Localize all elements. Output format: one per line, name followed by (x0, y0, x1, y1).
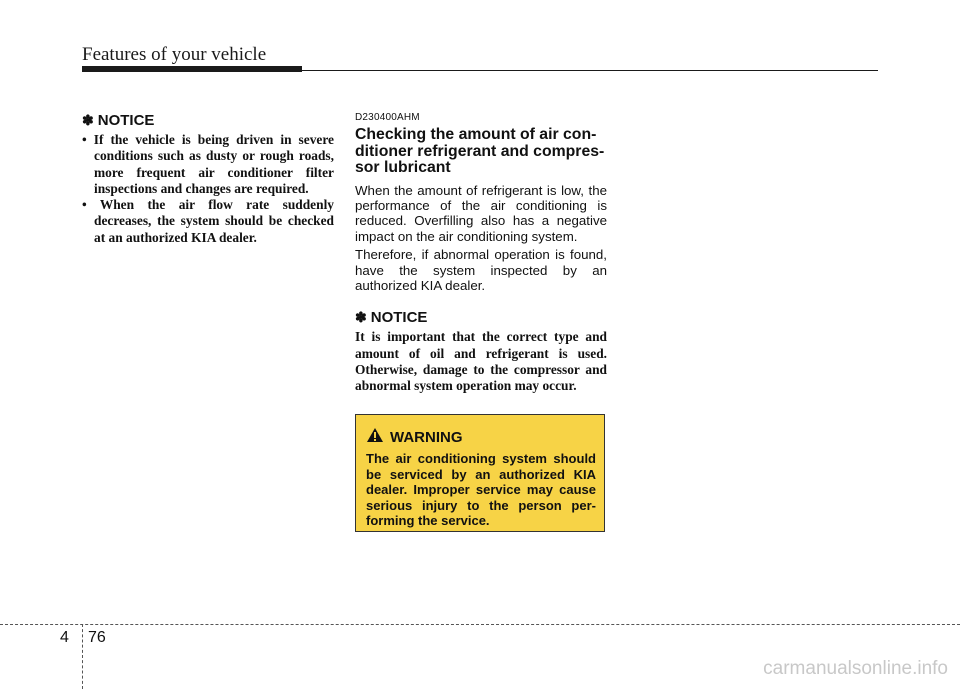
warning-box (355, 414, 605, 532)
notice-list-item: • When the air flow rate suddenly decreases, the system should be checked at an authorized KIA dealer. (82, 197, 334, 245)
notice-star-icon: ✽ (82, 112, 94, 128)
notice-heading (355, 309, 607, 326)
body-paragraph: Therefore, if abnormal operation is found, have the system inspected by an authorized KIA dealer. (355, 247, 607, 293)
warning-text: The air conditioning system should be serviced by an authorized KIA dealer. Improper service may cause serious injury to the person per-forming the service. (366, 451, 596, 528)
warning-triangle-icon (366, 427, 384, 448)
warning-title: WARNING (390, 429, 463, 446)
notice-star-icon: ✽ (355, 309, 367, 326)
body-paragraph: When the amount of refrigerant is low, the performance of the air conditioning is reduced. Overfilling also has a negative impact on the air conditioning system. (355, 182, 607, 244)
notice-list (82, 132, 334, 246)
notice-text: It is important that the correct type and amount of oil and refrigerant is used. Otherwise, damage to the compressor and abnormal system operation may occur. (355, 329, 607, 394)
notice-heading-label: NOTICE (97, 112, 155, 129)
notice-heading (82, 112, 334, 129)
notice-heading-label: NOTICE (370, 309, 428, 327)
header-rule (300, 70, 878, 71)
notice-list-item: • If the vehicle is being driven in severe conditions such as dusty or rough roads, more frequent air conditioner filter inspections and changes are required. (82, 132, 334, 196)
right-column (355, 112, 607, 395)
chapter-number: 4 (60, 629, 69, 646)
left-column (82, 112, 334, 246)
page-number: 76 (88, 629, 106, 646)
notice-block (355, 309, 607, 394)
watermark: carmanualsonline.info (763, 658, 948, 679)
page-header-title: Features of your vehicle (82, 44, 267, 65)
section-code: D230400AHM (355, 112, 420, 123)
section-heading: Checking the amount of air con-ditioner refrigerant and compres-sor lubricant (355, 126, 605, 176)
footer-rule (0, 624, 960, 625)
header-bar (82, 66, 302, 72)
footer-divider (82, 624, 83, 689)
warning-header (366, 427, 596, 448)
